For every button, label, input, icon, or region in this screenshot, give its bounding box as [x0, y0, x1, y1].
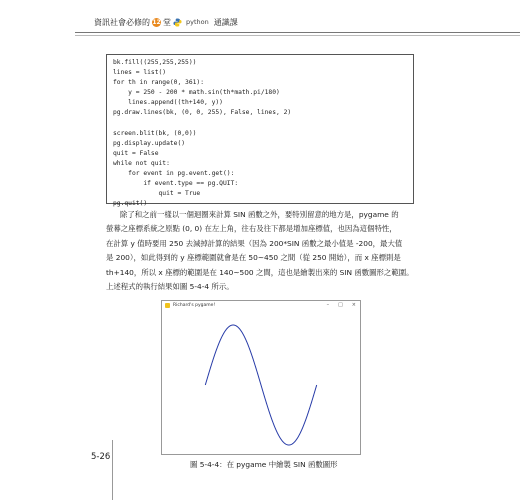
header-python-label: python [186, 18, 209, 26]
paragraph-line: 上述程式的執行結果如圖 5-4-4 所示。 [106, 281, 234, 291]
pygame-window-screenshot [161, 300, 361, 455]
paragraph-line: 螢幕之座標系統之原點 (0, 0) 在左上角，往右及往下都是增加座標值，也因為這個特性， [106, 224, 397, 234]
close-icon: × [351, 302, 356, 308]
code-line: quit = False [113, 149, 159, 157]
margin-rule [112, 440, 113, 500]
header-title-part3: 通識課 [213, 17, 238, 27]
body-paragraph [106, 208, 418, 294]
header-title-part2: 堂 [163, 17, 171, 27]
code-line: lines = list() [113, 69, 167, 77]
header-title-part1: 資訊社會必修的 [94, 17, 150, 27]
code-line [113, 119, 413, 129]
code-line: for event in pg.event.get(): [113, 170, 235, 178]
code-line: pg.draw.lines(bk, (0, 0, 255), False, lines, 2) [113, 109, 292, 117]
code-line: pg.quit() [113, 200, 148, 208]
code-line: while not quit: [113, 159, 170, 167]
code-line: if event.type == pg.QUIT: [113, 180, 239, 188]
paragraph-line: 除了和之前一樣以一個迴圈來計算 SIN 函數之外，要特別留意的地方是，pygame 的 [120, 210, 399, 219]
code-line: pg.display.update() [113, 139, 186, 147]
header-rule-thin [75, 35, 520, 36]
python-app-icon [165, 303, 170, 308]
paragraph-line: 在計算 y 值時要用 250 去減掉計算的結果（因為 200*SIN 函數之最小值是 -200，最大值 [106, 238, 403, 248]
minimize-icon: – [326, 302, 330, 308]
header-rule [75, 32, 520, 33]
python-logo-icon [173, 18, 182, 27]
code-line: screen.blit(bk, (0,0)) [113, 129, 197, 137]
paragraph-line: 是 200），如此得到的 y 座標範圍就會是在 50~450 之間（從 250 開始），而 x 座標則是 [106, 253, 401, 263]
running-header [94, 15, 238, 29]
maximize-icon: □ [338, 302, 343, 308]
page-number: 5-26 [91, 452, 111, 462]
window-title: Richard's pygame! [173, 303, 216, 308]
code-line: lines.append((th+140, y)) [113, 99, 223, 107]
number-badge-icon: 12 [152, 18, 161, 26]
window-titlebar [162, 301, 360, 310]
figure-caption: 圖 5-4-4：在 pygame 中繪製 SIN 函數圖形 [190, 460, 338, 469]
code-line: quit = True [113, 190, 201, 198]
sine-curve-line [205, 325, 316, 445]
code-line: bk.fill((255,255,255)) [113, 59, 197, 66]
sine-plot [162, 310, 360, 454]
code-listing [106, 54, 414, 208]
code-line: y = 250 - 200 * math.sin(th*math.pi/180) [113, 89, 280, 97]
code-line: for th in range(0, 361): [113, 79, 204, 87]
window-controls [327, 302, 356, 308]
paragraph-line: th+140，所以 x 座標的範圍是在 140~500 之間，這也是繪製出來的 SIN 函數圖形之範圍。 [106, 267, 414, 277]
